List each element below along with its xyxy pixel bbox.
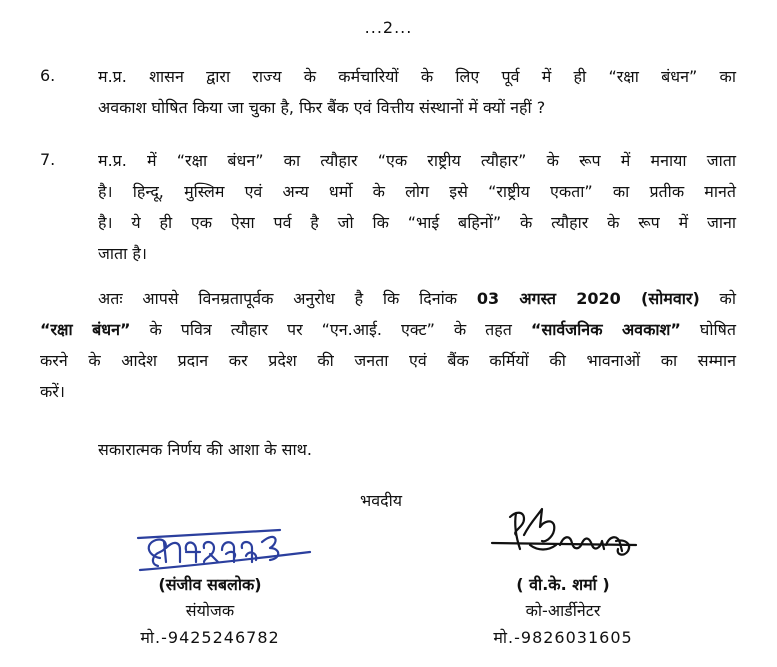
request-line-2 [40,314,736,345]
signatory-left-designation: संयोजक [185,601,235,620]
request-line-1 [40,283,736,314]
signatory-left-phone: मो.-9425246782 [140,628,280,647]
item-7-line-4: जाता है। [98,244,147,263]
item-7-line-2: है। हिन्दू, मुस्लिम एवं अन्य धर्मो के लोग इसे “राष्ट्रीय एकता” का प्रतीक मानते [98,182,736,201]
page-number: ...2... [364,18,413,37]
public-holiday-term: “सार्वजनिक अवकाश” [530,320,681,339]
signatory-right-name: ( वी.के. शर्मा ) [516,575,610,594]
request-line-1-text: अतः आपसे विनम्रतापूर्वक अनुरोध है कि दिनांक [98,289,477,308]
item-6-line-2: अवकाश घोषित किया जा चुका है, फिर बैंक एवं वित्तीय संस्थानों में क्यों नहीं ? [98,98,546,117]
valediction: भवदीय [360,491,403,510]
signatory-right-phone: मो.-9826031605 [493,628,633,647]
request-line-4: करें। [40,382,65,401]
item-number-7: 7. [40,150,56,169]
festival-name: “रक्षा बंधन” [40,320,131,339]
request-line-2-end: घोषित [680,320,737,339]
item-6-line-1: म.प्र. शासन द्वारा राज्य के कर्मचारियों के लिए पूर्व में ही “रक्षा बंधन” का [98,67,736,86]
item-6-text [98,61,736,123]
signatory-right-designation: को-आर्डीनेटर [525,601,601,620]
request-line-2-text: के पवित्र त्यौहार पर “एन.आई. एक्ट” के तहत [130,320,531,339]
request-line-1-end: को [699,289,736,308]
signature-right [486,505,646,575]
request-paragraph [40,283,736,407]
item-7-line-3: है। ये ही एक ऐसा पर्व है जो कि “भाई बहिनों” के त्यौहार के रूप में जाना [98,213,736,232]
request-date: 03 अगस्त 2020 (सोमवार) [476,289,700,308]
item-number-6: 6. [40,66,56,85]
request-line-3: करने के आदेश प्रदान कर प्रदेश की जनता एवं बैंक कर्मियों की भावनाओं का सम्मान [40,351,736,370]
signatory-left-name: (संजीव सबलोक) [158,575,262,594]
closing-line: सकारात्मक निर्णय की आशा के साथ. [98,440,312,459]
item-7-text [98,145,736,269]
item-7-line-1: म.प्र. में “रक्षा बंधन” का त्यौहार “एक राष्ट्रीय त्यौहार” के रूप में मनाया जाता [98,151,736,170]
